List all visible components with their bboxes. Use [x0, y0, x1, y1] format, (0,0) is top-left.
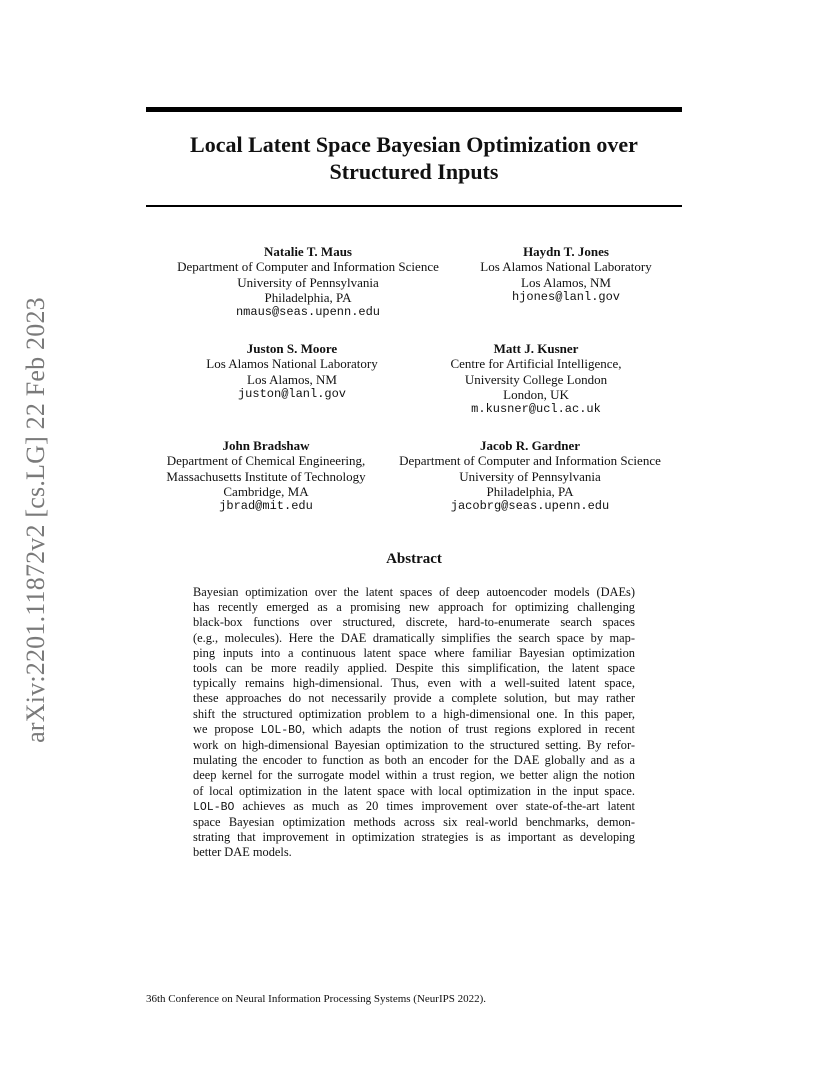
- author-affiliation: Los Alamos, NM: [247, 371, 337, 387]
- author-email: nmaus@seas.upenn.edu: [235, 305, 381, 320]
- author-block: [177, 244, 439, 320]
- author-name: Jacob R. Gardner: [479, 438, 581, 453]
- author-affiliation: Philadelphia, PA: [486, 483, 574, 499]
- method-name: LOL-BO: [193, 800, 235, 814]
- author-affiliation: Philadelphia, PA: [264, 289, 352, 305]
- author-block: [206, 341, 378, 402]
- paper-title: [146, 131, 682, 185]
- author-affiliation: Cambridge, MA: [223, 483, 309, 499]
- abstract-line: Bayesian optimization over the latent spaces of deep autoencoder models (DAEs): [193, 585, 635, 599]
- abstract-heading: Abstract: [386, 551, 442, 567]
- abstract-line: work on high-dimensional Bayesian optimization to the structured setting. By refor-: [193, 738, 635, 753]
- author-name: John Bradshaw: [222, 438, 310, 453]
- arxiv-identifier: arXiv:2201.11872v2 [cs.LG] 22 Feb 2023: [21, 297, 50, 743]
- author-email: jbrad@mit.edu: [219, 499, 313, 514]
- title-line-1: Local Latent Space Bayesian Optimization over: [190, 132, 638, 157]
- title-top-rule: [146, 107, 682, 112]
- author-name: Natalie T. Maus: [263, 244, 352, 259]
- author-name: Matt J. Kusner: [493, 341, 579, 356]
- abstract-line: LOL-BO achieves as much as 20 times improvement over state-of-the-art latent: [193, 798, 635, 814]
- author-email: m.kusner@ucl.ac.uk: [471, 402, 601, 417]
- author-block: [480, 244, 652, 305]
- author-affiliation: Los Alamos National Laboratory: [480, 259, 652, 275]
- abstract-text: [193, 585, 635, 861]
- abstract-line: typically remains high-dimensional. Thus, even with a well-suited latent space,: [193, 676, 635, 691]
- author-name: Juston S. Moore: [246, 341, 338, 356]
- author-block: [450, 341, 621, 417]
- abstract-line: space Bayesian optimization methods across six real-world benchmarks, demon-: [193, 815, 635, 830]
- abstract-line: these approaches do not necessarily provide a complete solution, but may rather: [193, 691, 635, 706]
- abstract-line: shift the structured optimization problem to a high-dimensional one. In this paper,: [193, 706, 635, 721]
- abstract-line: ping inputs into a continuous latent space where familiar Bayesian optimization: [193, 645, 635, 660]
- author-affiliation: University of Pennsylvania: [459, 468, 601, 484]
- abstract-line: better DAE models.: [193, 845, 292, 860]
- abstract-line: mulating the encoder to function as both an encoder for the DAE globally and as a: [193, 753, 635, 768]
- title-bottom-rule: [146, 205, 682, 207]
- author-affiliation: London, UK: [503, 386, 569, 402]
- author-affiliation: Department of Chemical Engineering,: [166, 453, 366, 469]
- abstract-line: tools can be more readily applied. Despite this simplification, the latent space: [193, 661, 635, 676]
- abstract-line: of local optimization in the latent space with local optimization in the input space.: [193, 783, 635, 798]
- author-email: juston@lanl.gov: [237, 386, 347, 401]
- abstract-line: deep kernel for the surrogate model within a trust region, we better align the notion: [193, 768, 635, 783]
- method-name: LOL-BO: [260, 723, 302, 737]
- author-affiliation: Massachusetts Institute of Technology: [166, 468, 366, 484]
- abstract-line: (e.g., molecules). Here the DAE dramatically simplifies the search space by map-: [193, 630, 635, 645]
- abstract-line: we propose LOL-BO, which adapts the notion of trust regions explored in recent: [193, 721, 636, 737]
- author-affiliation: Los Alamos National Laboratory: [206, 356, 378, 372]
- abstract-line: strating that improvement in optimization strategies is as important as developing: [193, 830, 635, 845]
- author-block: [399, 438, 661, 514]
- conference-footnote: 36th Conference on Neural Information Processing Systems (NeurIPS 2022).: [146, 993, 487, 1005]
- author-email: jacobrg@seas.upenn.edu: [450, 499, 610, 514]
- author-name: Haydn T. Jones: [523, 244, 609, 259]
- title-line-2: Structured Inputs: [329, 159, 499, 184]
- abstract-line: black-box functions over structured, discrete, hard-to-enumerate search spaces: [193, 615, 635, 630]
- author-affiliation: University College London: [464, 371, 608, 387]
- abstract-line: has recently emerged as a promising new approach for optimizing challenging: [193, 600, 635, 615]
- author-affiliation: Los Alamos, NM: [521, 274, 611, 290]
- author-block: [166, 438, 365, 514]
- author-affiliation: University of Pennsylvania: [237, 274, 379, 290]
- author-email: hjones@lanl.gov: [511, 289, 621, 304]
- author-affiliation: Department of Computer and Information Science: [399, 453, 661, 469]
- author-affiliation: Department of Computer and Information Science: [177, 259, 439, 275]
- author-affiliation: Centre for Artificial Intelligence,: [450, 356, 622, 372]
